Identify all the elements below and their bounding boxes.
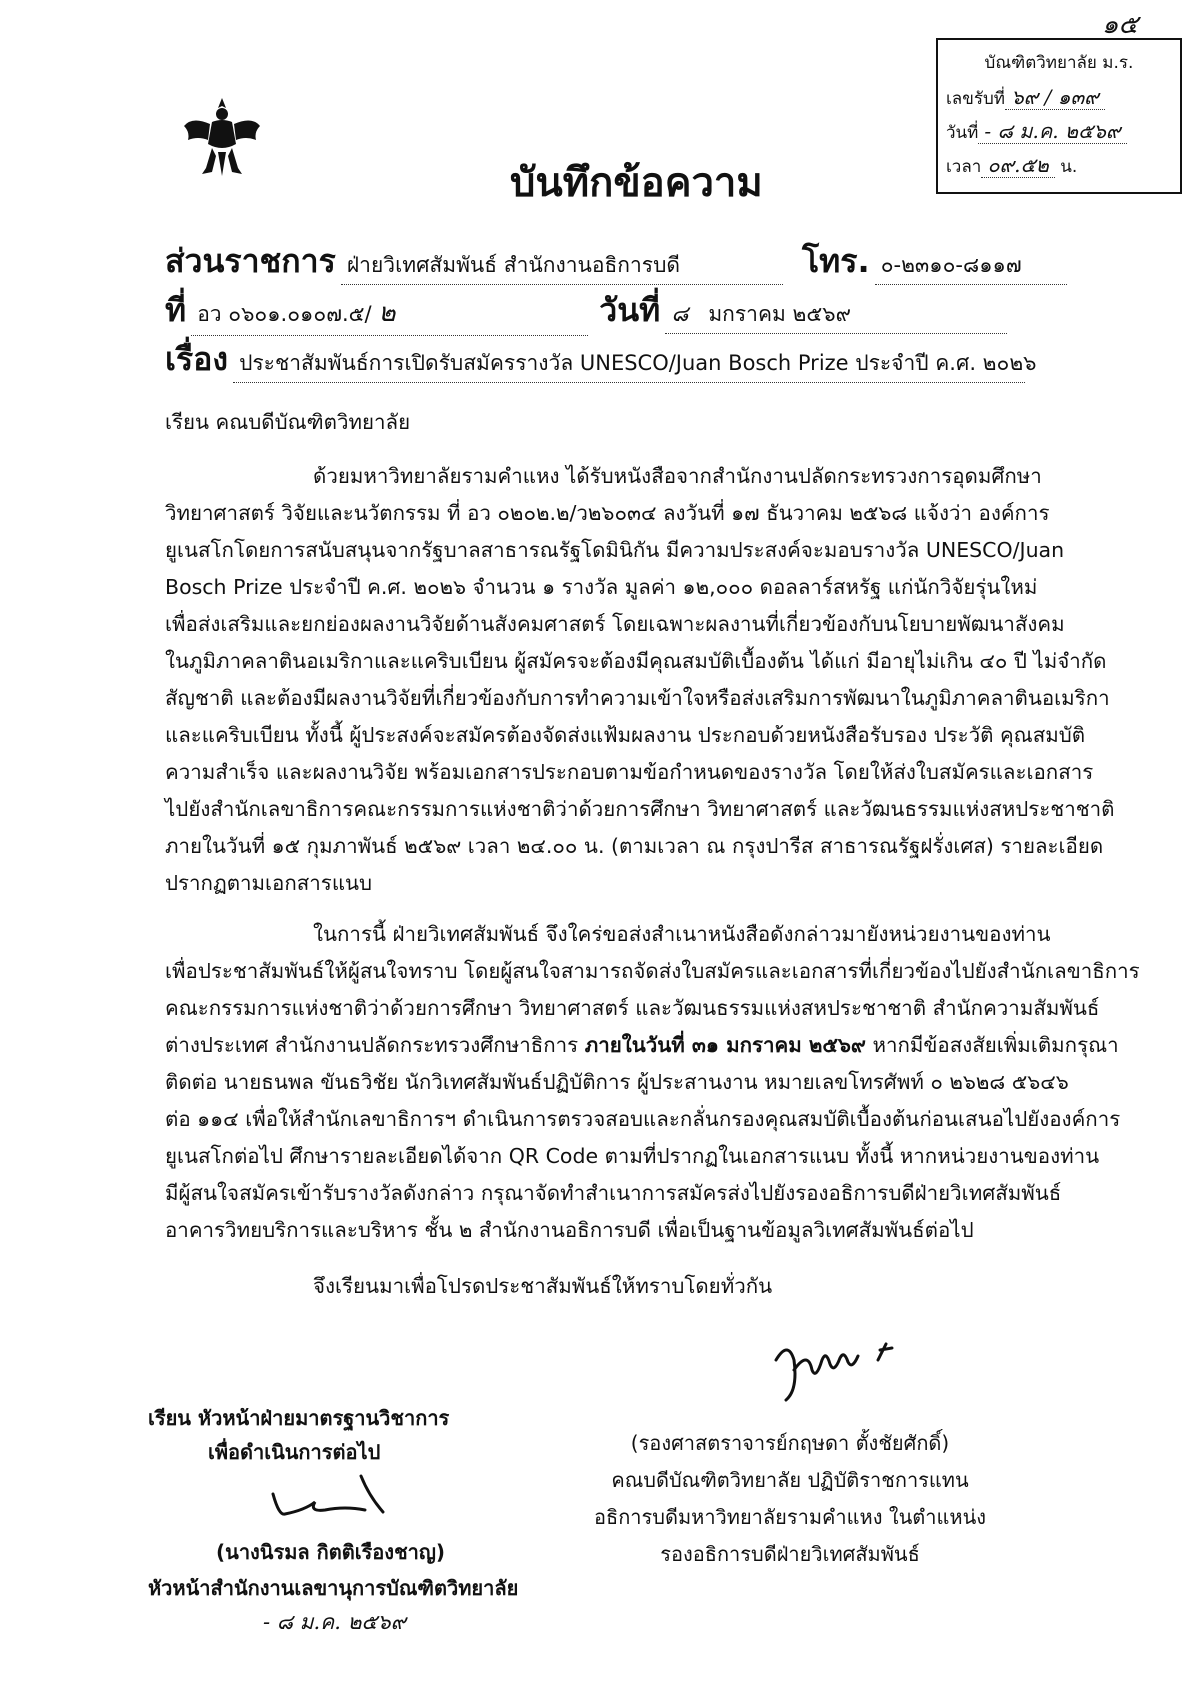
endorse-date: - ๘ ม.ค. ๒๕๖๙ xyxy=(263,1610,407,1634)
date-rest: มกราคม ๒๕๖๙ xyxy=(708,302,851,326)
stamp-org: บัณฑิตวิทยาลัย ม.ร. xyxy=(984,53,1134,73)
header-subject-row xyxy=(165,334,1037,385)
stamp-time-unit: น. xyxy=(1060,157,1078,177)
stamp-time-value: ๐๙.๕๒ xyxy=(981,153,1055,178)
stamp-date-value: - ๘ ม.ค. ๒๕๖๙ xyxy=(978,119,1126,144)
body-paragraph-2 xyxy=(165,916,1140,1249)
salutation: เรียน คณบดีบัณฑิตวิทยาลัย xyxy=(165,410,411,434)
para2-line: ยูเนสโกต่อไป ศึกษารายละเอียดได้จาก QR Code ตามที่ปรากฏในเอกสารแนบ ทั้งนี้ หากหน่วยงานของท่าน xyxy=(165,1144,1100,1168)
signature-endorse-icon xyxy=(265,1466,415,1536)
signer-name: (รองศาสตราจารย์กฤษดา ตั้งชัยศักดิ์) xyxy=(630,1431,950,1455)
para1-line: ไปยังสำนักเลขาธิการคณะกรรมการแห่งชาติว่าด้วยการศึกษา วิทยาศาสตร์ และวัฒนธรรมแห่งสหประชาชาติ xyxy=(165,797,1115,821)
para1-line: ปรากฏตามเอกสารแนบ xyxy=(165,871,373,895)
para2-l4a: ต่างประเทศ สำนักงานปลัดกระทรวงศึกษาธิการ xyxy=(165,1033,585,1057)
stamp-time-label: เวลา xyxy=(946,157,982,177)
tel-value: ๐-๒๓๑๐-๘๑๑๗ xyxy=(875,249,1067,285)
endorse-position: หัวหน้าสำนักงานเลขานุการบัณฑิตวิทยาลัย xyxy=(148,1576,519,1600)
para1-line: Bosch Prize ประจำปี ค.ศ. ๒๐๒๖ จำนวน ๑ รางวัล มูลค่า ๑๒,๐๐๐ ดอลลาร์สหรัฐ แก่นักวิจัยรุ่นใหม่ xyxy=(165,575,1038,599)
para1-line: ด้วยมหาวิทยาลัยรามคำแหง ได้รับหนังสือจากสำนักงานปลัดกระทรวงการอุดมศึกษา xyxy=(313,464,1042,488)
para1-line: ความสำเร็จ และผลงานวิจัย พร้อมเอกสารประกอบตามข้อกำหนดของรางวัล โดยให้ส่งใบสมัครและเอกสาร xyxy=(165,760,1094,784)
tel-label: โทร. xyxy=(801,242,870,280)
body-paragraph-1 xyxy=(165,458,1115,902)
date-label: วันที่ xyxy=(599,291,661,329)
para1-line: เพื่อส่งเสริมและยกย่องผลงานวิจัยด้านสังคมศาสตร์ โดยเฉพาะผลงานที่เกี่ยวข้องกับนโยบายพัฒนาสังคม xyxy=(165,612,1065,636)
signer-block xyxy=(580,1425,1000,1573)
signer-position-3: รองอธิการบดีฝ่ายวิเทศสัมพันธ์ xyxy=(660,1542,920,1566)
ref-value-wrap xyxy=(191,292,588,336)
page-number: ๑๕ xyxy=(1101,10,1138,40)
signer-position-1: คณบดีบัณฑิตวิทยาลัย ปฏิบัติราชการแทน xyxy=(611,1468,969,1492)
ref-label: ที่ xyxy=(165,291,187,329)
para2-line: ในการนี้ ฝ่ายวิเทศสัมพันธ์ จึงใคร่ขอส่งสำเนาหนังสือดังกล่าวมายังหน่วยงานของท่าน xyxy=(313,922,1051,946)
para1-line: ยูเนสโกโดยการสนับสนุนจากรัฐบาลสาธารณรัฐโดมินิกัน มีความประสงค์จะมอบรางวัล UNESCO/Juan xyxy=(165,538,1065,562)
para2-l4c: หากมีข้อสงสัยเพิ่มเติมกรุณา xyxy=(865,1033,1119,1057)
signature-main-icon xyxy=(768,1330,928,1410)
para2-line: ต่อ ๑๑๔ เพื่อให้สำนักเลขาธิการฯ ดำเนินการตรวจสอบและกลั่นกรองคุณสมบัติเบื้องต้นก่อนเสนอไปยังองค์การ xyxy=(165,1107,1121,1131)
para2-line: คณะกรรมการแห่งชาติว่าด้วยการศึกษา วิทยาศาสตร์ และวัฒนธรรมแห่งสหประชาชาติ สำนักความสัมพันธ์ xyxy=(165,996,1100,1020)
ref-value: อว ๐๖๐๑.๐๑๐๗.๕/ xyxy=(197,302,372,326)
para1-line: สัญชาติ และต้องมีผลงานวิจัยที่เกี่ยวข้องกับการทำความเข้าใจหรือส่งเสริมการพัฒนาในภูมิภาคลาตินอเมริกา xyxy=(165,686,1110,710)
para2-line: เพื่อประชาสัมพันธ์ให้ผู้สนใจทราบ โดยผู้สนใจสามารถจัดส่งใบสมัครและเอกสารที่เกี่ยวข้องไปยังสำนักเลขาธิการ xyxy=(165,959,1140,983)
endorse-action: เพื่อดำเนินการต่อไป xyxy=(208,1440,381,1464)
date-day: ๘ xyxy=(671,302,689,327)
receipt-stamp xyxy=(936,38,1182,194)
stamp-recv-label: เลขรับที่ xyxy=(946,89,1005,109)
subject-value: ประชาสัมพันธ์การเปิดรับสมัครรางวัล UNESCO/Juan Bosch Prize ประจำปี ค.ศ. ๒๐๒๖ xyxy=(233,347,1025,383)
dept-label: ส่วนราชการ xyxy=(165,242,336,280)
para1-line: วิทยาศาสตร์ วิจัยและนวัตกรรม ที่ อว ๐๒๐๒.๒/ว๒๖๐๓๔ ลงวันที่ ๑๗ ธันวาคม ๒๕๖๘ แจ้งว่า องค์การ xyxy=(165,501,1050,525)
closing-sentence: จึงเรียนมาเพื่อโปรดประชาสัมพันธ์ให้ทราบโดยทั่วกัน xyxy=(313,1274,773,1298)
header-dept-row xyxy=(165,236,1067,287)
deadline-bold: ภายในวันที่ ๓๑ มกราคม ๒๕๖๙ xyxy=(584,1033,866,1057)
signer-position-2: อธิการบดีมหาวิทยาลัยรามคำแหง ในตำแหน่ง xyxy=(593,1505,987,1529)
dept-value: ฝ่ายวิเทศสัมพันธ์ สำนักงานอธิการบดี xyxy=(341,249,783,285)
ref-number: ๒ xyxy=(378,298,396,328)
para2-line: อาคารวิทยบริการและบริหาร ชั้น ๒ สำนักงานอธิการบดี เพื่อเป็นฐานข้อมูลวิเทศสัมพันธ์ต่อไป xyxy=(165,1218,974,1242)
garuda-emblem-icon xyxy=(182,96,262,180)
para1-line: ภายในวันที่ ๑๕ กุมภาพันธ์ ๒๕๖๙ เวลา ๒๔.๐๐ น. (ตามเวลา ณ กรุงปารีส สาธารณรัฐฝรั่งเศส) รายละเอียด xyxy=(165,834,1104,858)
page-title: บันทึกข้อความ xyxy=(510,160,763,206)
stamp-recv-value: ๖๙ / ๑๓๙ xyxy=(1005,85,1105,110)
date-value-wrap xyxy=(665,296,1007,334)
para1-line: และแคริบเบียน ทั้งนี้ ผู้ประสงค์จะสมัครต้องจัดส่งแฟ้มผลงาน ประกอบด้วยหนังสือรับรอง ประวัติ คุณสมบัติ xyxy=(165,723,1086,747)
para1-line: ในภูมิภาคลาตินอเมริกาและแคริบเบียน ผู้สมัครจะต้องมีคุณสมบัติเบื้องต้น ได้แก่ มีอายุไม่เกิน ๔๐ ปี ไม่จำกัด xyxy=(165,649,1107,673)
endorse-name: (นางนิรมล กิตติเรืองชาญ) xyxy=(216,1540,446,1564)
para2-line: ติดต่อ นายธนพล ขันธวิชัย นักวิเทศสัมพันธ์ปฏิบัติการ ผู้ประสานงาน หมายเลขโทรศัพท์ ๐ ๒๖๒๘ ๕๖๔๖ xyxy=(165,1070,1069,1094)
endorse-to: เรียน หัวหน้าฝ่ายมาตรฐานวิชาการ xyxy=(148,1406,450,1430)
para2-line: มีผู้สนใจสมัครเข้ารับรางวัลดังกล่าว กรุณาจัดทำสำเนาการสมัครส่งไปยังรองอธิการบดีฝ่ายวิเทศสัมพันธ์ xyxy=(165,1181,1062,1205)
header-ref-row xyxy=(165,285,1007,336)
subject-label: เรื่อง xyxy=(165,340,228,378)
para2-line xyxy=(165,1027,1119,1064)
stamp-date-label: วันที่ xyxy=(946,123,979,143)
